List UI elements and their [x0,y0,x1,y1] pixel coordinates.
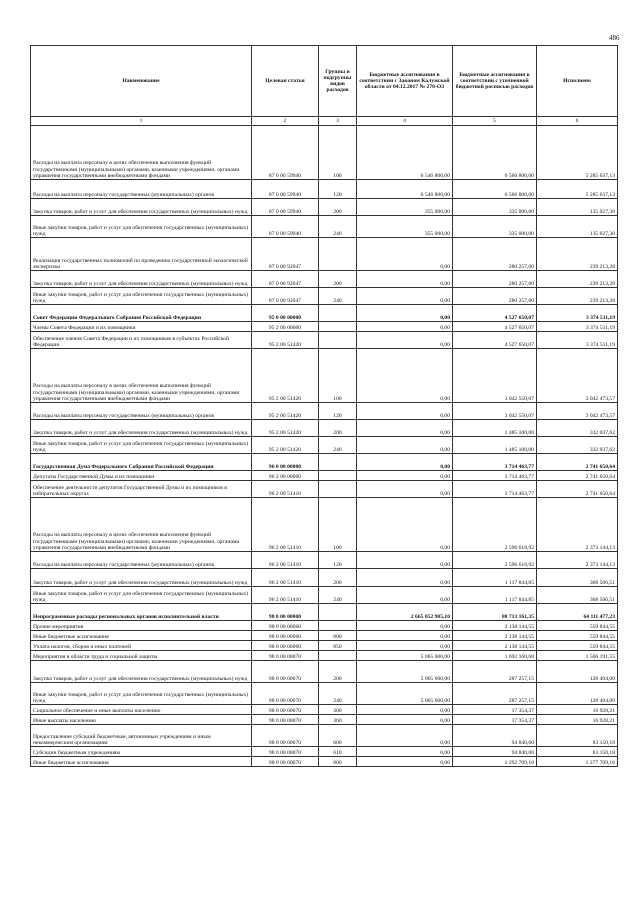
refined-allocation-value: 3 714 463,77 [453,481,537,498]
executed-value: 368 506,51 [537,587,618,604]
header-executed: Исполнено [537,46,618,117]
expense-group-code: 240 [319,683,357,705]
executed-value: 1 277 709,16 [537,757,618,767]
executed-value: 239 213,28 [537,238,618,271]
executed-value: 3 042 473,57 [537,349,618,403]
target-article-code: 95 2 00 00000 [252,322,319,332]
header-law-allocations: Бюджетные ассигнования в соответствии с Законом Калужской области от 04.12.2017 № 278-ОЗ [357,46,453,117]
item-name: Мероприятия в области труда и социальной защиты [31,651,252,661]
item-name: Государственная Дума Федерального Собрания Российской Федерации [31,454,252,471]
law-allocation-value: 0,00 [357,621,453,631]
item-name: Закупка товаров, работ и услуг для обеспечения государственных (муниципальных) нужд [31,569,252,587]
expense-group-code: 100 [319,498,357,552]
refined-allocation-value: 1 292 709,16 [453,757,537,767]
refined-allocation-value: 3 042 550,07 [453,349,537,403]
table-row [31,552,618,569]
law-allocation-value: 0,00 [357,437,453,454]
target-article-code: 98 0 00 00070 [252,715,319,725]
law-allocation-value: 2 665 052 985,10 [357,604,453,621]
item-name: Члены Совета Федерации и их помощники [31,322,252,332]
law-allocation-value: 0,00 [357,322,453,332]
item-name: Депутаты Государственной Думы и их помощники [31,471,252,481]
target-article-code: 98 0 00 00070 [252,725,319,747]
refined-allocation-value: 1 117 844,85 [453,587,537,604]
target-article-code: 95 2 00 51420 [252,403,319,420]
item-name: Иные закупки товаров, работ и услуг для обеспечения государственных (муниципальных) нужд [31,587,252,604]
executed-value: 16 928,21 [537,715,618,725]
expense-group-code [319,238,357,271]
law-allocation-value: 0,00 [357,332,453,349]
item-name: Расходы на выплаты персоналу государственных (муниципальных) органов [31,552,252,569]
page-number: 486 [609,34,620,42]
table-row [31,420,618,437]
expense-group-code: 200 [319,199,357,216]
executed-value: 16 928,21 [537,705,618,715]
item-name: Иные закупки товаров, работ и услуг для обеспечения государственных (муниципальных) нужд [31,288,252,305]
table-row [31,569,618,587]
expense-group-code [319,651,357,661]
expense-group-code: 360 [319,715,357,725]
table-row [31,725,618,747]
target-article-code: 87 0 00 92047 [252,288,319,305]
executed-value: 2 373 144,13 [537,498,618,552]
law-allocation-value: 355 000,00 [357,216,453,238]
expense-group-code: 120 [319,552,357,569]
law-allocation-value: 355 000,00 [357,199,453,216]
item-name: Иные закупки товаров, работ и услуг для обеспечения государственных (муниципальных) нужд [31,437,252,454]
law-allocation-value: 6 546 800,00 [357,180,453,199]
expense-group-code: 120 [319,403,357,420]
refined-allocation-value: 2 596 618,92 [453,498,537,552]
expense-group-code: 300 [319,705,357,715]
law-allocation-value: 0,00 [357,271,453,288]
executed-value: 135 027,30 [537,216,618,238]
expense-group-code [319,621,357,631]
column-number: 3 [319,117,357,126]
expense-group-code [319,305,357,322]
item-name: Субсидии бюджетным учреждениям [31,747,252,757]
executed-value: 332 037,62 [537,420,618,437]
item-name: Обеспечение членов Совета Федерации и их помощников в субъектах Российской Федерации [31,332,252,349]
executed-value: 135 027,30 [537,199,618,216]
expense-group-code: 200 [319,661,357,683]
target-article-code: 95 2 00 51420 [252,437,319,454]
expense-group-code: 850 [319,641,357,651]
column-number: 6 [537,117,618,126]
expense-group-code: 200 [319,271,357,288]
target-article-code: 98 0 00 00070 [252,683,319,705]
law-allocation-value: 6 546 800,00 [357,126,453,180]
refined-allocation-value: 1 485 100,00 [453,437,537,454]
target-article-code: 87 0 00 59940 [252,199,319,216]
target-article-code: 95 2 00 51420 [252,332,319,349]
expense-group-code: 200 [319,420,357,437]
table-row [31,288,618,305]
refined-allocation-value: 1 485 100,00 [453,420,537,437]
target-article-code: 98 0 00 00070 [252,705,319,715]
refined-allocation-value: 3 042 550,07 [453,403,537,420]
table-row [31,332,618,349]
refined-allocation-value: 2 138 144,55 [453,641,537,651]
header-expense-groups: Группы и подгруппы видов расходов [319,46,357,117]
target-article-code: 96 2 00 00000 [252,471,319,481]
executed-value: 3 374 511,19 [537,322,618,332]
target-article-code: 98 0 00 00000 [252,604,319,621]
law-allocation-value: 0,00 [357,454,453,471]
table-row [31,126,618,180]
executed-value: 2 373 144,13 [537,552,618,569]
item-name: Иные бюджетные ассигнования [31,631,252,641]
target-article-code: 87 0 00 92047 [252,271,319,288]
refined-allocation-value: 17 354,37 [453,715,537,725]
law-allocation-value: 0,00 [357,552,453,569]
expense-group-code: 200 [319,569,357,587]
law-allocation-value: 5 065 600,00 [357,651,453,661]
item-name: Социальное обеспечение и иные выплаты населению [31,705,252,715]
target-article-code: 87 0 00 59940 [252,216,319,238]
law-allocation-value: 5 065 600,00 [357,683,453,705]
item-name: Непрограммные расходы региональных органов исполнительной власти [31,604,252,621]
expense-group-code [319,604,357,621]
law-allocation-value: 0,00 [357,641,453,651]
executed-value: 559 844,55 [537,621,618,631]
refined-allocation-value: 280 257,00 [453,238,537,271]
law-allocation-value: 0,00 [357,471,453,481]
table-row [31,403,618,420]
expense-group-code [319,454,357,471]
law-allocation-value: 0,00 [357,238,453,271]
executed-value: 559 844,55 [537,631,618,641]
refined-allocation-value: 17 354,37 [453,705,537,715]
target-article-code: 95 2 00 51420 [252,349,319,403]
executed-value: 64 111 477,23 [537,604,618,621]
target-article-code: 98 0 00 00060 [252,631,319,641]
refined-allocation-value: 335 000,00 [453,216,537,238]
expense-group-code: 610 [319,747,357,757]
target-article-code: 98 0 00 00070 [252,661,319,683]
law-allocation-value: 0,00 [357,705,453,715]
executed-value: 368 506,51 [537,569,618,587]
table-row [31,604,618,621]
table-row [31,216,618,238]
item-name: Расходы на выплаты персоналу государственных (муниципальных) органов [31,180,252,199]
executed-value: 3 374 511,19 [537,305,618,322]
executed-value: 239 213,28 [537,288,618,305]
target-article-code: 95 0 00 00000 [252,305,319,322]
item-name: Реализация государственных полномочий по проведению государственной экологической экспертизы [31,238,252,271]
table-row [31,199,618,216]
expense-group-code: 240 [319,216,357,238]
item-name: Предоставление субсидий бюджетным, автономным учреждениям и иным некоммерческим организациям [31,725,252,747]
item-name: Закупка товаров, работ и услуг для обеспечения государственных (муниципальных) нужд [31,199,252,216]
expense-group-code: 600 [319,725,357,747]
item-name: Расходы на выплаты персоналу в целях обеспечения выполнения функций государственными (муниципальными) органами, казенными учреждениями, органами управления государственными внебюджетными фондами [31,498,252,552]
executed-value: 559 844,55 [537,641,618,651]
law-allocation-value: 0,00 [357,420,453,437]
target-article-code: 96 2 00 51410 [252,481,319,498]
executed-value: 128 404,00 [537,683,618,705]
target-article-code: 98 0 00 00060 [252,641,319,651]
executed-value: 2 741 650,64 [537,471,618,481]
item-name: Закупка товаров, работ и услуг для обеспечения государственных (муниципальных) нужд [31,661,252,683]
table-row [31,651,618,661]
table-row [31,498,618,552]
executed-value: 2 741 650,64 [537,481,618,498]
executed-value: 3 374 511,19 [537,332,618,349]
law-allocation-value: 0,00 [357,288,453,305]
target-article-code: 98 0 00 00070 [252,757,319,767]
column-number: 1 [31,117,252,126]
refined-allocation-value: 2 596 618,92 [453,552,537,569]
refined-allocation-value: 4 527 650,07 [453,322,537,332]
expense-group-code: 100 [319,349,357,403]
law-allocation-value: 0,00 [357,498,453,552]
refined-allocation-value: 3 714 463,77 [453,454,537,471]
refined-allocation-value: 2 138 144,55 [453,621,537,631]
table-row [31,631,618,641]
item-name: Иные закупки товаров, работ и услуг для обеспечения государственных (муниципальных) нужд [31,683,252,705]
column-number: 4 [357,117,453,126]
target-article-code: 96 2 00 51410 [252,569,319,587]
item-name: Расходы на выплаты персоналу в целях обеспечения выполнения функций государственными (муниципальными) органами, казенными учреждениями, органами управления государственными внебюджетными фондами [31,349,252,403]
table-row [31,471,618,481]
header-refined-allocations: Бюджетные ассигнования в соответствии с уточненной бюджетной росписью расходов [453,46,537,117]
table-row [31,757,618,767]
table-row [31,437,618,454]
table-row [31,180,618,199]
expense-group-code [319,322,357,332]
expense-group-code: 100 [319,126,357,180]
refined-allocation-value: 280 257,00 [453,271,537,288]
refined-allocation-value: 335 000,00 [453,199,537,216]
refined-allocation-value: 3 714 463,77 [453,471,537,481]
refined-allocation-value: 2 138 144,55 [453,631,537,641]
item-name: Прочие мероприятия [31,621,252,631]
law-allocation-value: 0,00 [357,403,453,420]
refined-allocation-value: 280 257,00 [453,288,537,305]
expense-group-code: 800 [319,631,357,641]
target-article-code: 96 0 00 00000 [252,454,319,471]
table-row [31,641,618,651]
target-article-code: 96 2 00 51410 [252,552,319,569]
law-allocation-value: 0,00 [357,305,453,322]
law-allocation-value: 0,00 [357,349,453,403]
table-row [31,587,618,604]
item-name: Расходы на выплаты персоналу государственных (муниципальных) органов [31,403,252,420]
table-row [31,661,618,683]
item-name: Совет Федерации Федерального Собрания Российской Федерации [31,305,252,322]
refined-allocation-value: 80 713 161,35 [453,604,537,621]
law-allocation-value: 0,00 [357,481,453,498]
table-row [31,481,618,498]
refined-allocation-value: 1 692 160,68 [453,651,537,661]
refined-allocation-value: 6 566 800,00 [453,126,537,180]
law-allocation-value: 0,00 [357,715,453,725]
table-row [31,705,618,715]
executed-value: 5 285 637,13 [537,180,618,199]
executed-value: 5 285 637,13 [537,126,618,180]
table-row [31,454,618,471]
item-name: Иные бюджетные ассигнования [31,757,252,767]
law-allocation-value: 0,00 [357,631,453,641]
header-row [31,46,618,117]
expense-group-code: 240 [319,288,357,305]
refined-allocation-value: 4 527 650,07 [453,305,537,322]
table-row [31,271,618,288]
executed-value: 83 150,18 [537,747,618,757]
table-row [31,715,618,725]
executed-value: 3 042 473,57 [537,403,618,420]
item-name: Закупка товаров, работ и услуг для обеспечения государственных (муниципальных) нужд [31,271,252,288]
law-allocation-value: 0,00 [357,725,453,747]
expense-group-code [319,481,357,498]
expense-group-code [319,332,357,349]
target-article-code: 87 0 00 92047 [252,238,319,271]
table-row [31,238,618,271]
table-row [31,322,618,332]
law-allocation-value: 0,00 [357,747,453,757]
item-name: Иные выплаты населению [31,715,252,725]
refined-allocation-value: 94 840,00 [453,747,537,757]
law-allocation-value: 0,00 [357,569,453,587]
target-article-code: 96 2 00 51410 [252,498,319,552]
target-article-code: 87 0 00 59940 [252,126,319,180]
law-allocation-value: 5 065 600,00 [357,661,453,683]
column-number: 2 [252,117,319,126]
law-allocation-value: 0,00 [357,587,453,604]
table-row [31,747,618,757]
refined-allocation-value: 4 527 650,07 [453,332,537,349]
header-target-article: Целевая статья [252,46,319,117]
executed-value: 1 506 191,55 [537,651,618,661]
header-name: Наименование [31,46,252,117]
law-allocation-value: 0,00 [357,757,453,767]
executed-value: 239 213,28 [537,271,618,288]
refined-allocation-value: 6 566 800,00 [453,180,537,199]
column-number-row [31,117,618,126]
executed-value: 332 037,62 [537,437,618,454]
expense-group-code: 120 [319,180,357,199]
item-name: Иные закупки товаров, работ и услуг для обеспечения государственных (муниципальных) нужд [31,216,252,238]
target-article-code: 98 0 00 00060 [252,621,319,631]
target-article-code: 95 2 00 51420 [252,420,319,437]
table-row [31,349,618,403]
expense-group-code [319,471,357,481]
expense-group-code: 240 [319,587,357,604]
expense-group-code: 800 [319,757,357,767]
item-name: Обеспечение деятельности депутатов Государственной Думы и их помощников в избирательных округах [31,481,252,498]
expense-group-code: 240 [319,437,357,454]
item-name: Расходы на выплаты персоналу в целях обеспечения выполнения функций государственными (муниципальными) органами, казенными учреждениями, органами управления государственными внебюджетными фондами [31,126,252,180]
target-article-code: 98 0 00 00070 [252,747,319,757]
column-number: 5 [453,117,537,126]
budget-table [30,45,618,767]
executed-value: 83 150,18 [537,725,618,747]
target-article-code: 98 0 00 00070 [252,651,319,661]
item-name: Уплата налогов, сборов и иных платежей [31,641,252,651]
target-article-code: 87 0 00 59940 [252,180,319,199]
target-article-code: 96 2 00 51410 [252,587,319,604]
executed-value: 128 404,00 [537,661,618,683]
table-row [31,621,618,631]
refined-allocation-value: 287 257,15 [453,661,537,683]
executed-value: 2 741 650,64 [537,454,618,471]
table-row [31,305,618,322]
item-name: Закупка товаров, работ и услуг для обеспечения государственных (муниципальных) нужд [31,420,252,437]
table-row [31,683,618,705]
refined-allocation-value: 1 117 844,85 [453,569,537,587]
refined-allocation-value: 287 257,15 [453,683,537,705]
refined-allocation-value: 94 840,00 [453,725,537,747]
